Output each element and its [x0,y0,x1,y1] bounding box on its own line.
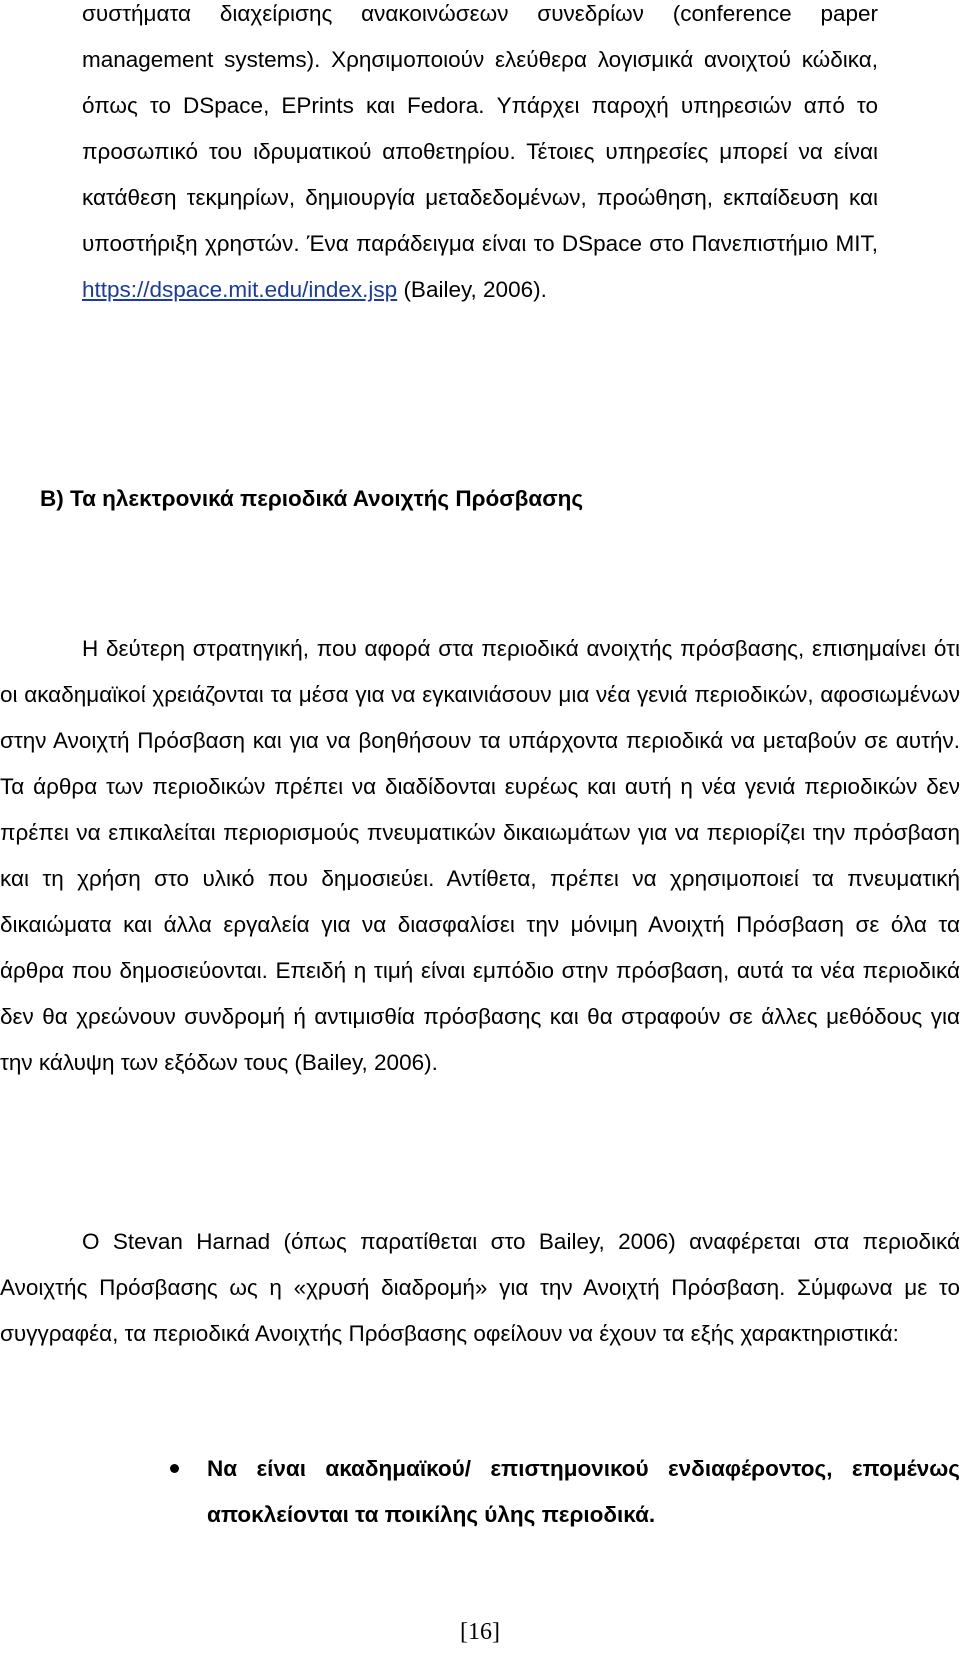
page-number: [16] [460,1619,500,1645]
body-paragraph-2: O Stevan Harnad (όπως παρατίθεται στο Bailey, 2006) αναφέρεται στα περιοδικά Ανοιχτής Πρόσβασης ως η «χρυσή διαδρομή» για την Ανοιχτή Πρόσβαση. Σύμφωνα με το συγγραφέα, τα περιοδικά Ανοιχτής Πρόσβασης οφείλουν να έχουν τα εξής χαρακτηριστικά: [0,1229,960,1346]
intro-text: συστήματα διαχείρισης ανακοινώσεων συνεδρίων (conference paper management systems). Χρησιμοποιούν ελεύθερα λογισμικά ανοιχτού κώδικα, όπως το DSpace, EPrints και Fedora. Υπάρχει παροχή υπηρεσιών από το προσωπικό του ιδρυματικού αποθετηρίου. Τέτοιες υπηρεσίες μπορεί να είναι κατάθεση τεκμηρίων, δημιουργία μεταδεδομένων, προώθηση, εκπαίδευση και υποστήριξη χρηστών. Ένα παράδειγμα είναι το DSpace στο Πανεπιστήμιο MIT, [82,1,878,256]
characteristics-list [0,1446,960,1538]
list-item [0,1446,960,1538]
body-paragraph-1: Η δεύτερη στρατηγική, που αφορά στα περιοδικά ανοιχτής πρόσβασης, επισημαίνει ότι οι ακαδημαϊκοί χρειάζονται τα μέσα για να εγκαινιάσουν μια νέα γενιά περιοδικών, αφοσιωμένων στην Ανοιχτή Πρόσβαση και για να βοηθήσουν τα υπάρχοντα περιοδικά να μεταβούν σε αυτήν. Τα άρθρα των περιοδικών πρέπει να διαδίδονται ευρέως και αυτή η νέα γενιά περιοδικών δεν πρέπει να επικαλείται περιορισμούς πνευματικών δικαιωμάτων για να περιορίζει την πρόσβαση και τη χρήση στο υλικό που δημοσιεύει. Αντίθετα, πρέπει να χρησιμοποιεί τα πνευματική δικαιώματα και άλλα εργαλεία για να διασφαλίσει την μόνιμη Ανοιχτή Πρόσβαση σε όλα τα άρθρα που δημοσιεύονται. Επειδή η τιμή είναι εμπόδιο στην πρόσβαση, αυτά τα νέα περιοδικά δεν θα χρεώνουν συνδρομή ή αντιμισθία πρόσβασης και θα στραφούν σε άλλες μεθόδους για την κάλυψη των εξόδων τους (Bailey, 2006). [0,636,960,1075]
section-heading: B) Τα ηλεκτρονικά περιοδικά Ανοιχτής Πρόσβασης [40,486,584,511]
dspace-link[interactable]: https://dspace.mit.edu/index.jsp [82,277,398,302]
intro-citation: (Bailey, 2006). [397,277,547,302]
bullet-icon [170,1464,179,1473]
list-item-text: Να είναι ακαδημαϊκού/ επιστημονικού ενδιαφέροντος, επομένως αποκλείονται τα ποικίλης ύλης περιοδικά. [207,1456,960,1527]
intro-paragraph [0,0,878,313]
